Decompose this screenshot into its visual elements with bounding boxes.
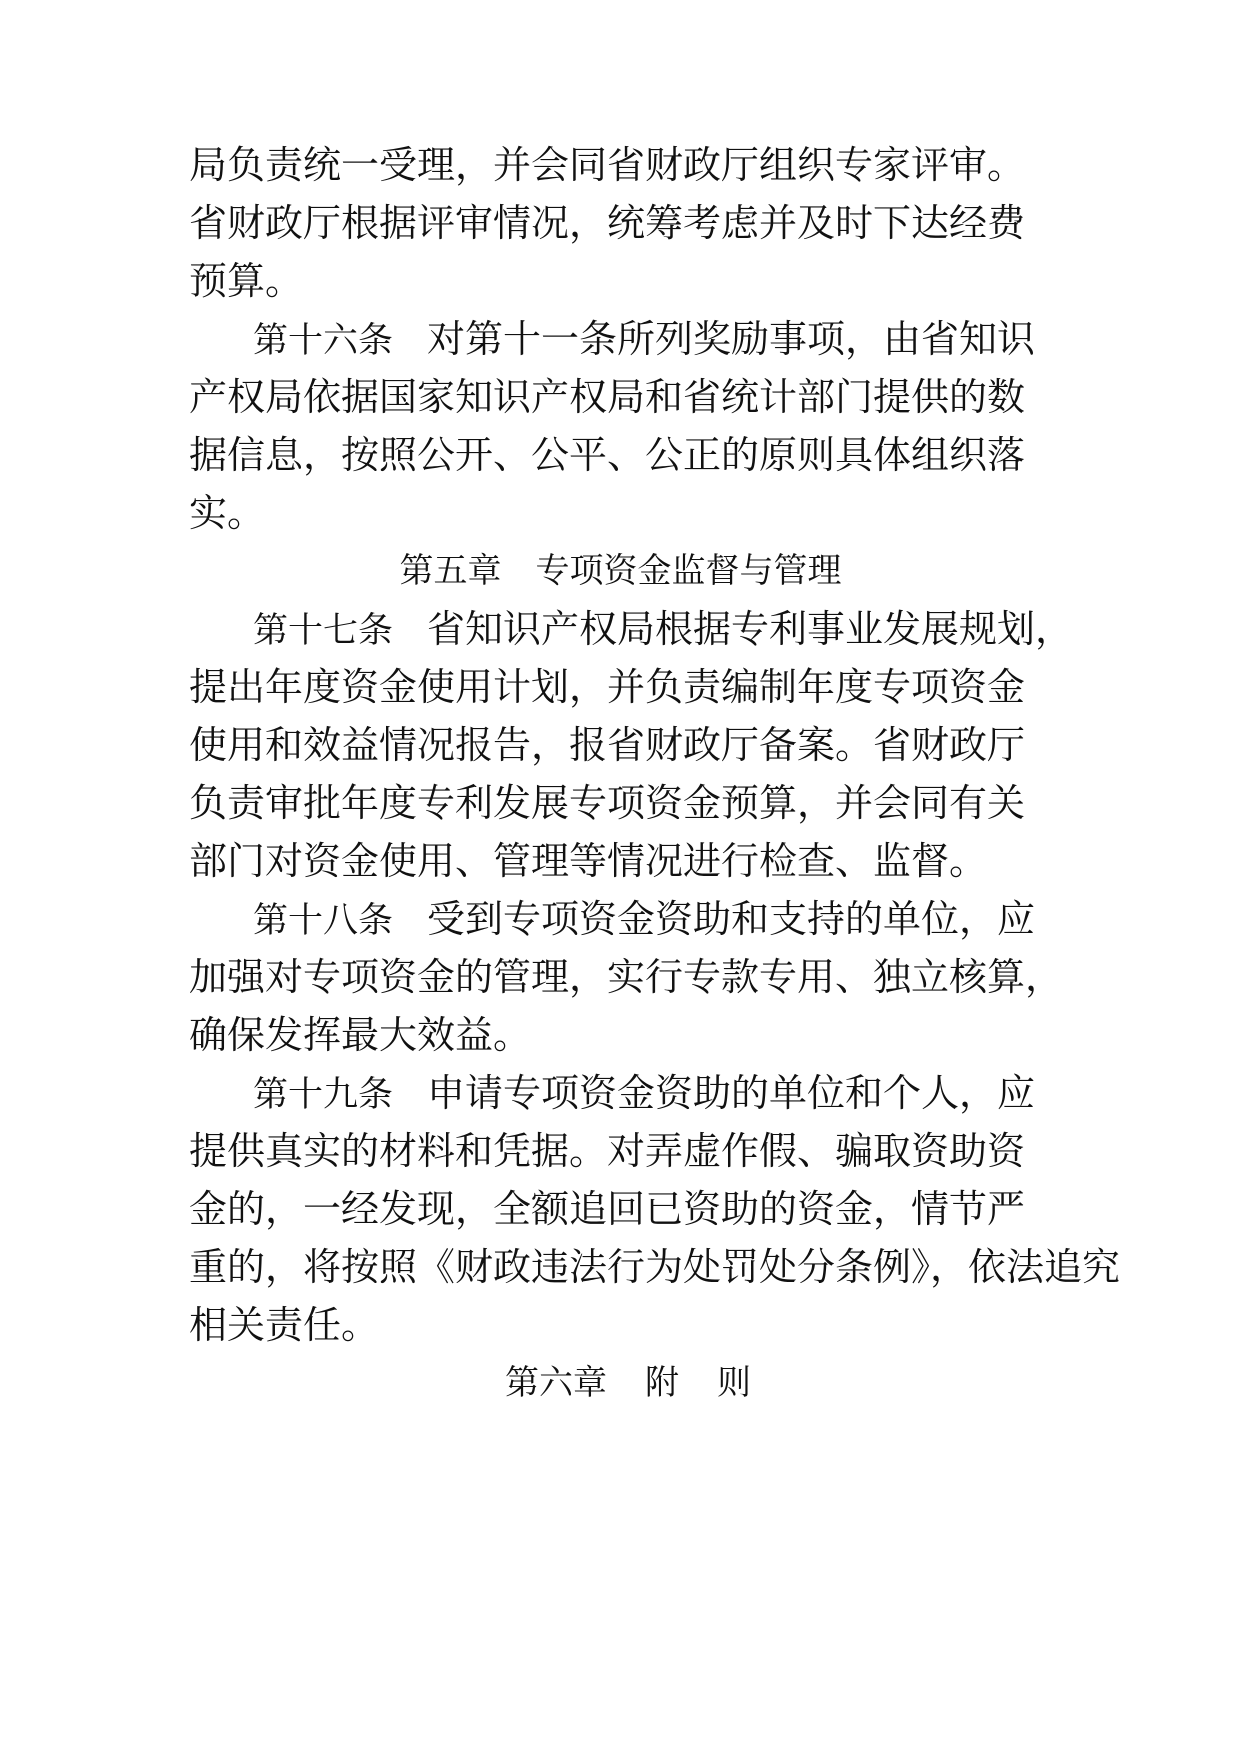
text-line: 受到专项资金资助和支持的单位，应: [427, 897, 1036, 941]
text-line: 确保发挥最大效益。: [189, 1013, 532, 1057]
text-line: 对第十一条所列奖励事项，由省知识: [427, 317, 1036, 361]
chapter-6-title-char-1: 附: [645, 1363, 679, 1403]
article-label: 第十九条: [253, 1075, 394, 1115]
text-line: 负责审批年度专利发展专项资金预算，并会同有关: [189, 781, 1026, 825]
text-line: 申请专项资金资助的单位和个人，应: [427, 1071, 1036, 1115]
text-line: 预算。: [189, 259, 304, 303]
article-19-first-line: [253, 1063, 1133, 1123]
text-line: 产权局依据国家知识产权局和省统计部门提供的数: [189, 375, 1026, 419]
text-line: 实。: [189, 491, 266, 535]
text-line: 省知识产权局根据专利事业发展规划，: [427, 607, 1074, 651]
text-line: 加强对专项资金的管理，实行专款专用、独立核算，: [189, 955, 1064, 999]
text-line: 提出年度资金使用计划，并负责编制年度专项资金: [189, 665, 1026, 709]
article-label: 第十七条: [253, 611, 394, 651]
article-18-first-line: [253, 889, 1133, 949]
text-line: 相关责任。: [189, 1303, 380, 1347]
chapter-6-heading: [505, 1353, 751, 1413]
text-line: 提供真实的材料和凭据。对弄虚作假、骗取资助资: [189, 1129, 1026, 1173]
article-label: 第十八条: [253, 901, 394, 941]
article-label: 第十六条: [253, 321, 394, 361]
text-line: 金的，一经发现，全额追回已资助的资金，情节严: [189, 1187, 1026, 1231]
chapter-6-title-char-2: 则: [717, 1363, 751, 1403]
article-17-first-line: [253, 599, 1133, 659]
text-line: 部门对资金使用、管理等情况进行检查、监督。: [189, 839, 988, 883]
text-line: 使用和效益情况报告，报省财政厅备案。省财政厅: [189, 723, 1026, 767]
text-line: 省财政厅根据评审情况，统筹考虑并及时下达经费: [189, 201, 1026, 245]
chapter-5-heading: 第五章 专项资金监督与管理: [399, 551, 842, 591]
chapter-6-number: 第六章: [505, 1363, 607, 1403]
text-line: 局负责统一受理，并会同省财政厅组织专家评审。: [189, 143, 1026, 187]
text-line: 重的，将按照《财政违法行为处罚处分条例》，依法追究: [189, 1245, 1121, 1289]
text-line: 据信息，按照公开、公平、公正的原则具体组织落: [189, 433, 1026, 477]
article-16-first-line: [253, 309, 1133, 369]
